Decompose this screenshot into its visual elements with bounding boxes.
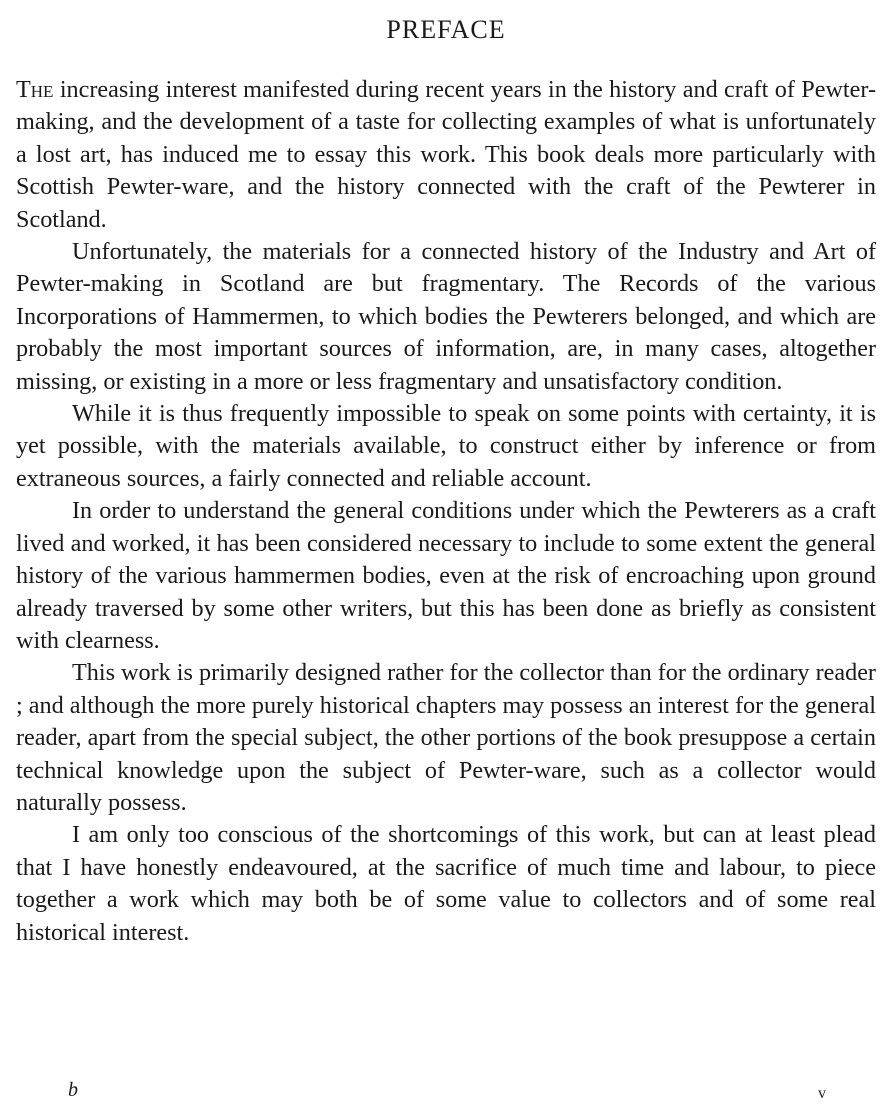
book-page xyxy=(16,0,876,1116)
paragraph-1 xyxy=(16,74,876,236)
paragraph-6: I am only too conscious of the shortcomings of this work, but can at least plead that I have honestly endeavoured, at the sacrifice of much time and labour, to piece together a work which may both be of some value to collectors and of some real historical interest. xyxy=(16,821,876,946)
preface-body xyxy=(16,74,876,949)
signature-mark: b xyxy=(68,1079,78,1101)
paragraph-3: While it is thus frequently impossible to speak on some points with certainty, it is yet possible, with the materials available, to construct either by inference or from extraneous sources, a fairly connected and reliable account. xyxy=(16,400,876,492)
paragraph-5: This work is primarily designed rather for the collector than for the ordinary reader ; and although the more purely historical chapters may possess an interest for the general reader, apart from the special subject, the other portions of the book presuppose a certain technical knowledge upon the subject of Pewter-ware, such as a collector would naturally possess. xyxy=(16,659,876,816)
page-title: PREFACE xyxy=(386,15,506,44)
paragraph-lead-word: The xyxy=(16,76,54,103)
paragraph-text: increasing interest manifested during recent years in the history and craft of Pewter-making, and the development of a taste for collecting examples of what is unfortunately a lost art, has induced me to essay this work. This book deals more particularly with Scottish Pewter-ware, and the history connected with the craft of the Pewterer in Scotland. xyxy=(16,76,876,233)
page-number: v xyxy=(818,1085,826,1102)
paragraph-2: Unfortunately, the materials for a connected history of the Industry and Art of Pewter-making in Scotland are but fragmentary. The Records of the various Incorporations of Hammermen, to which bodies the Pewterers belonged, and which are probably the most important sources of information, are, in many cases, altogether missing, or existing in a more or less fragmentary and unsatisfactory condition. xyxy=(16,238,876,395)
paragraph-4: In order to understand the general conditions under which the Pewterers as a craft lived and worked, it has been considered necessary to include to some extent the general history of the various hammermen bodies, even at the risk of encroaching upon ground already traversed by some other writers, but this has been done as briefly as consistent with clearness. xyxy=(16,497,876,654)
